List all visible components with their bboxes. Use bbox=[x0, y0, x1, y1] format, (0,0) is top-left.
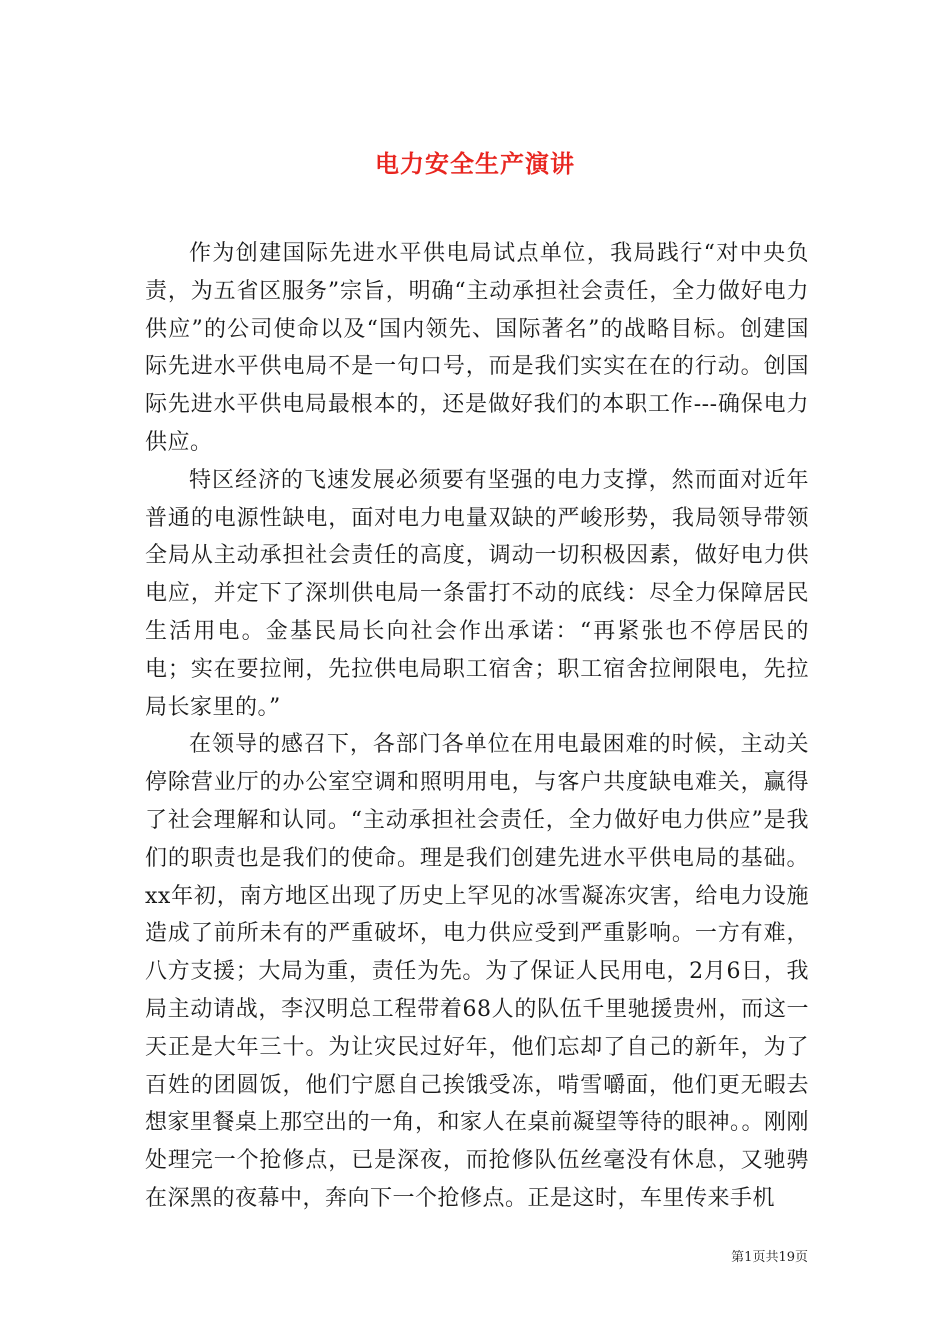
document-body bbox=[145, 235, 809, 1218]
paragraph: 特区经济的飞速发展必须要有坚强的电力支撑，然而面对近年普通的电源性缺电，面对电力电量双缺的严峻形势，我局领导带领全局从主动承担社会责任的高度，调动一切积极因素，做好电力供电应，并定下了深圳供电局一条雷打不动的底线：尽全力保障居民生活用电。金基民局长向社会作出承诺：“再紧张也不停居民的电；实在要拉闸，先拉供电局职工宿舍；职工宿舍拉闸限电，先拉局长家里的。” bbox=[145, 467, 809, 720]
paragraph: 在领导的感召下，各部门各单位在用电最困难的时候，主动关停除营业厅的办公室空调和照明用电，与客户共度缺电难关，赢得了社会理解和认同。“主动承担社会责任，全力做好电力供应”是我们的职责也是我们的使命。理是我们创建先进水平供电局的基础。xx年初，南方地区出现了历史上罕见的冰雪凝冻灾害，给电力设施造成了前所未有的严重破坏，电力供应受到严重影响。一方有难，八方支援；大局为重，责任为先。为了保证人民用电，2月6日，我局主动请战，李汉明总工程带着68人的队伍千里驰援贵州，而这一天正是大年三十。为让灾民过好年，他们忘却了自己的新年，为了百姓的团圆饭，他们宁愿自己挨饿受冻，啃雪嚼面，他们更无暇去想家里餐桌上那空出的一角，和家人在桌前凝望等待的眼神。。刚刚处理完一个抢修点，已是深夜，而抢修队伍丝毫没有休息，又驰骋在深黑的夜幕中，奔向下一个抢修点。正是这时，车里传来手机 bbox=[145, 732, 810, 1211]
paragraph: 作为创建国际先进水平供电局试点单位，我局践行“对中央负责，为五省区服务”宗旨，明确“主动承担社会责任，全力做好电力供应”的公司使命以及“国内领先、国际著名”的战略目标。创建国际先进水平供电局不是一句口号，而是我们实实在在的行动。创国际先进水平供电局最根本的，还是做好我们的本职工作---确保电力供应。 bbox=[145, 241, 809, 455]
page-number-footer: 第1页共19页 bbox=[731, 1250, 808, 1265]
page-title: 电力安全生产演讲 bbox=[375, 149, 575, 179]
